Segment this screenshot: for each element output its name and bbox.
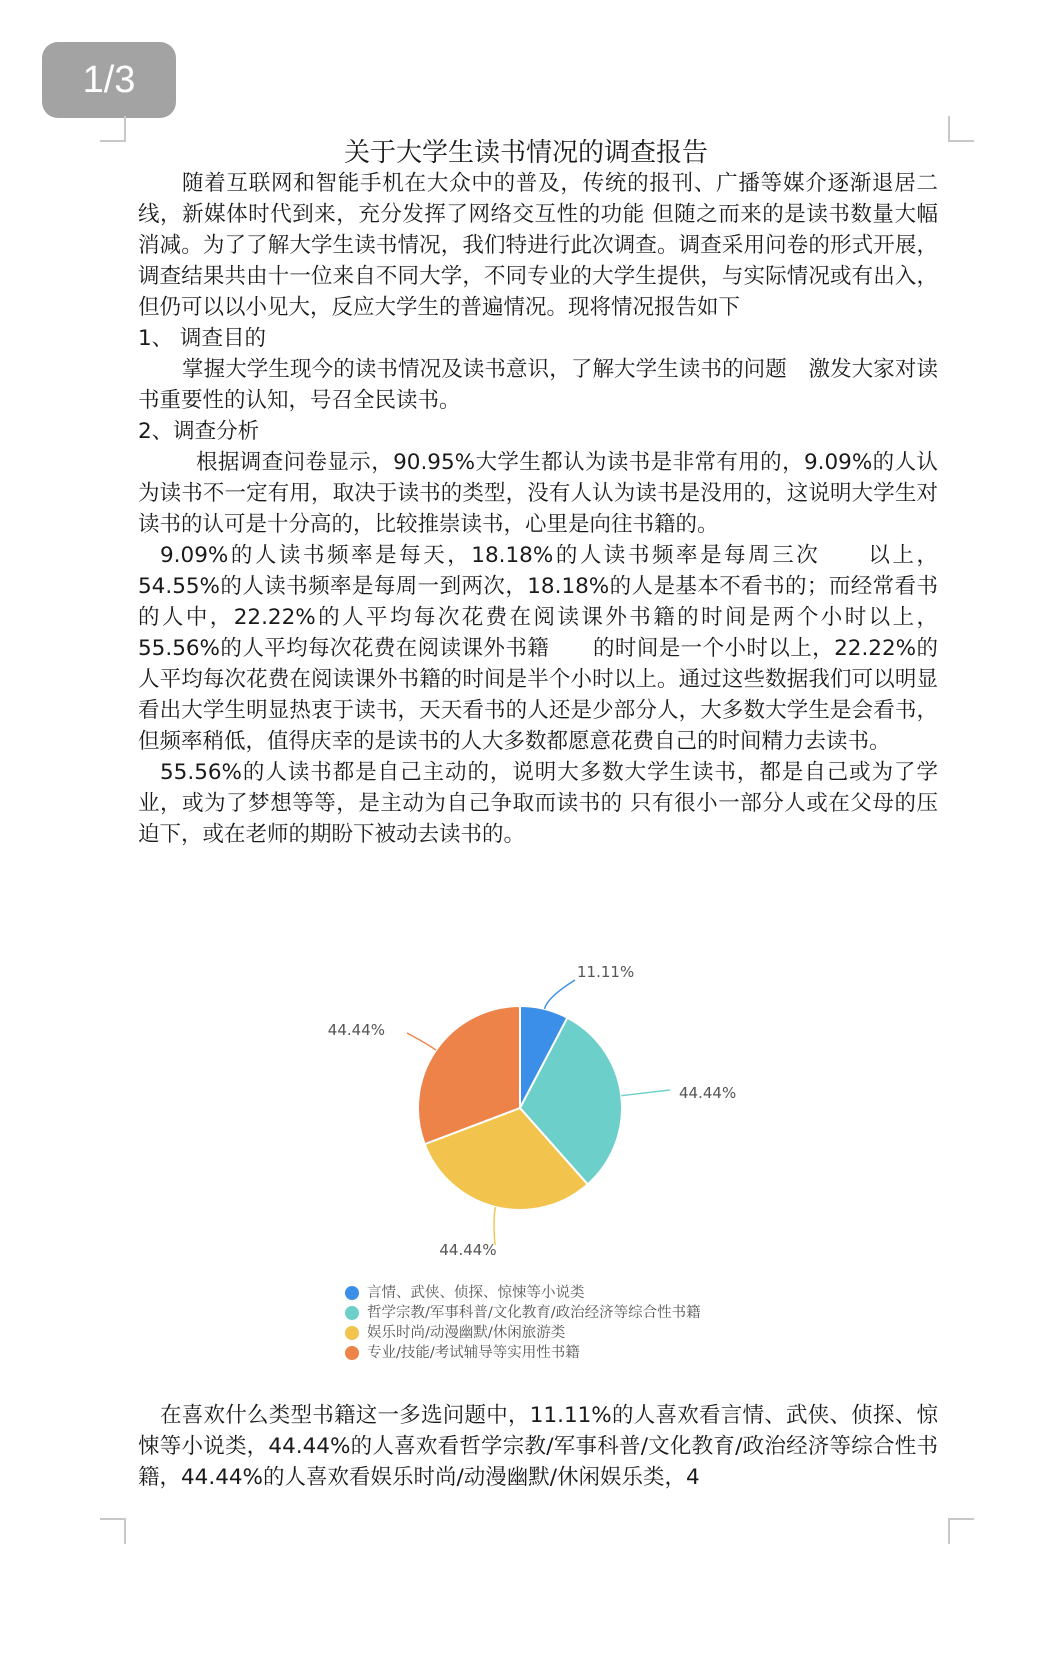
legend-label: 言情、武侠、侦探、惊悚等小说类: [367, 1285, 585, 1301]
page-indicator: 1/3: [42, 42, 176, 118]
pie-label-leader: [407, 1033, 436, 1050]
legend-entry: [345, 1323, 785, 1343]
pie-label-leader: [544, 980, 575, 1009]
page-corner-mark: [948, 1518, 974, 1544]
chart-legend: [345, 1283, 785, 1363]
intro-paragraph: 随着互联网和智能手机在大众中的普及，传统的报刊、广播等媒介逐渐退居二线，新媒体时代到来，充分发挥了网络交互性的功能 但随之而来的是读书数量大幅消减。为了了解大学生读书情况，我们特进行此次调查。调查采用问卷的形式开展，调查结果共由十一位来自不同大学，不同专业的大学生提供，与实际情况或有出入，但仍可以以小见大，反应大学生的普遍情况。现将情况报告如下: [138, 171, 938, 320]
legend-swatch: [345, 1346, 359, 1360]
after-chart-paragraph: 在喜欢什么类型书籍这一多选问题中，11.11%的人喜欢看言情、武侠、侦探、惊悚等小说类，44.44%的人喜欢看哲学宗教/军事科普/文化教育/政治经济等综合性书籍，44.44%的人喜欢看娱乐时尚/动漫幽默/休闲娱乐类，4: [138, 1403, 938, 1490]
legend-entry: [345, 1283, 785, 1303]
legend-entry: [345, 1303, 785, 1323]
legend-swatch: [345, 1286, 359, 1300]
section1-paragraph: 掌握大学生现今的读书情况及读书意识，了解大学生读书的问题 激发大家对读书重要性的认知，号召全民读书。: [138, 357, 938, 413]
document-body-continued: [138, 1400, 938, 1493]
document-body: [138, 168, 938, 850]
legend-label: 专业/技能/考试辅导等实用性书籍: [367, 1345, 580, 1361]
legend-swatch: [345, 1306, 359, 1320]
legend-label: 哲学宗教/军事科普/文化教育/政治经济等综合性书籍: [367, 1305, 701, 1321]
legend-swatch: [345, 1326, 359, 1340]
pie-chart-svg: [327, 950, 790, 1280]
legend-entry: [345, 1343, 785, 1363]
legend-label: 娱乐时尚/动漫幽默/休闲旅游类: [367, 1325, 566, 1341]
pie-data-label: 44.44%: [439, 1241, 497, 1259]
document-title: 关于大学生读书情况的调查报告: [343, 138, 708, 168]
pie-label-leader: [621, 1090, 670, 1096]
section2-paragraph: 9.09%的人读书频率是每天，18.18%的人读书频率是每周三次 以上，54.55%的人读书频率是每周一到两次，18.18%的人是基本不看书的；而经常看书的人中，22.22%的人平均每次花费在阅读课外书籍的时间是两个小时以上，55.56%的人平均每次花费在阅读课外书籍 的时间是一个小时以上，22.22%的人平均每次花费在阅读课外书籍的时间是半个小时以上。通过这些数据我们可以明显看出大学生明显热衷于读书，天天看书的人还是少部分人，大多数大学生是会看书，但频率稍低，值得庆幸的是读书的人大多数都愿意花费自己的时间精力去读书。: [138, 543, 938, 754]
pie-label-leader: [494, 1207, 496, 1245]
section-heading: 2、调查分析: [138, 419, 260, 444]
section2-paragraph: 根据调查问卷显示，90.95%大学生都认为读书是非常有用的，9.09%的人认为读书不一定有用，取决于读书的类型，没有人认为读书是没用的，这说明大学生对读书的认可是十分高的，比较推崇读书，心里是向往书籍的。: [138, 450, 938, 537]
section-heading: 1、 调查目的: [138, 326, 267, 351]
section2-paragraph: 55.56%的人读书都是自己主动的，说明大多数大学生读书，都是自己或为了学业，或为了梦想等等，是主动为自己争取而读书的 只有很小一部分人或在父母的压迫下，或在老师的期盼下被动去读书的。: [138, 760, 938, 847]
pie-data-label: 44.44%: [327, 1021, 385, 1039]
page-corner-mark: [100, 1518, 126, 1544]
pie-data-label: 44.44%: [679, 1084, 737, 1102]
pie-data-label: 11.11%: [577, 963, 635, 981]
